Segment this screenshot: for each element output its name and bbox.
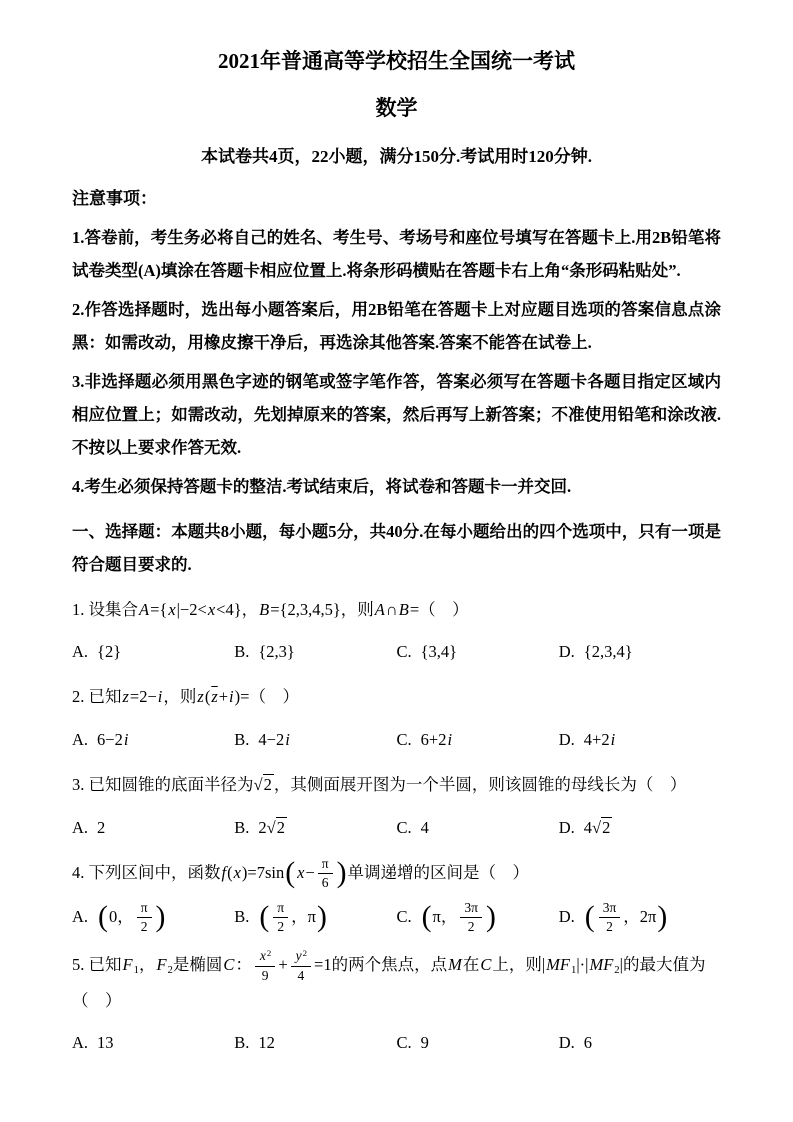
question-4-option-d xyxy=(559,900,721,936)
math-bp: ) xyxy=(155,901,166,934)
math-it: A xyxy=(374,599,385,619)
math-bp: ) xyxy=(316,901,327,934)
math-sqrt: √2 xyxy=(592,817,611,837)
math-sup: 2 xyxy=(302,947,308,958)
math-txt: |−2< xyxy=(176,599,207,619)
option-label: B. xyxy=(234,1033,250,1053)
math-txt: 2. 已知 xyxy=(72,687,122,707)
option-label: A. xyxy=(72,1033,89,1053)
option-label: D. xyxy=(558,642,575,662)
math-it: B xyxy=(398,599,409,619)
math-it: i xyxy=(157,687,163,707)
notice-item-2: 2.作答选择题时，选出每小题答案后，用2B铅笔在答题卡上对应题目选项的答案信息点涂黑：如需改动，用橡皮擦干净后，再选涂其他答案.答案不能答在试卷上. xyxy=(72,299,721,352)
question-2-option-d xyxy=(559,723,721,756)
option-value xyxy=(258,730,290,749)
option-label: B. xyxy=(234,642,250,662)
math-frac: $\frac{3\pi}{2}$ xyxy=(599,900,621,935)
math-it: x xyxy=(168,599,176,619)
option-value xyxy=(584,1033,592,1052)
math-txt: + xyxy=(218,687,229,707)
math-txt: ={ xyxy=(150,599,168,619)
math-it: x xyxy=(233,862,241,882)
question-1-option-d xyxy=(559,635,721,668)
question-1-option-b xyxy=(234,635,396,668)
math-bp: ) xyxy=(657,901,668,934)
question-2-option-b xyxy=(234,723,396,756)
math-bp: ( xyxy=(259,901,270,934)
math-it: i xyxy=(610,730,616,750)
math-frac: $\frac{x^2}{9}$ xyxy=(255,948,275,984)
math-txt: 1. 设集合 xyxy=(72,599,138,619)
option-value xyxy=(97,900,166,935)
option-label: D. xyxy=(558,817,575,837)
math-it: y xyxy=(295,948,302,964)
math-txt: 5. 已知 xyxy=(72,954,122,974)
math-sub: 2 xyxy=(167,963,173,976)
math-txt: 4−2 xyxy=(258,730,285,750)
option-value xyxy=(584,818,613,837)
math-txt: =1的两个焦点，点 xyxy=(314,954,448,974)
question-4-options xyxy=(72,900,721,936)
math-it: M xyxy=(448,954,462,974)
math-txt: ，π xyxy=(291,906,316,926)
option-label: A. xyxy=(72,817,89,837)
option-value xyxy=(258,642,294,661)
math-txt: {2} xyxy=(97,642,122,662)
math-sup: 2 xyxy=(266,947,272,958)
math-txt: ∩ xyxy=(385,599,398,619)
question-2 xyxy=(72,680,721,756)
math-txt: |的最大值为（ ） xyxy=(72,954,706,1010)
exam-title: 2021年普通高等学校招生全国统一考试 xyxy=(218,49,575,73)
math-txt: 单调递增的区间是（ ） xyxy=(347,862,529,882)
math-sub: 2 xyxy=(614,963,620,976)
question-2-stem xyxy=(72,680,721,715)
math-bp: ( xyxy=(584,901,595,934)
option-value xyxy=(421,900,497,935)
question-1-stem xyxy=(72,593,721,628)
section-1-header: 一、选择题：本题共8小题，每小题5分，共40分.在每小题给出的四个选项中，只有一项是符合题目要求的. xyxy=(72,521,721,574)
math-txt: 4 xyxy=(420,817,429,837)
option-label: C. xyxy=(396,906,412,926)
question-4-stem xyxy=(72,856,721,892)
math-txt: =2− xyxy=(129,687,157,707)
math-frac: $\frac{3\pi}{2}$ xyxy=(460,900,482,935)
math-txt: 是椭圆 xyxy=(172,954,223,974)
question-5-option-a xyxy=(72,1026,234,1059)
question-5-option-c xyxy=(397,1026,559,1059)
math-txt: 6 xyxy=(583,1033,593,1053)
math-txt: ，则 xyxy=(163,687,197,707)
math-it: A xyxy=(139,599,150,619)
math-txt: ，2π xyxy=(623,906,657,926)
math-txt: π， xyxy=(432,906,458,926)
math-sub: 1 xyxy=(133,963,139,976)
math-txt: 9 xyxy=(420,1033,429,1053)
option-value xyxy=(421,818,429,837)
math-txt: 3. 已知圆锥的底面半径为 xyxy=(72,775,254,795)
math-it: C xyxy=(223,954,235,974)
math-bp: ) xyxy=(336,857,347,890)
question-3-option-a xyxy=(72,811,234,844)
math-it: i xyxy=(447,730,453,750)
option-label: B. xyxy=(234,906,250,926)
math-txt: 6+2 xyxy=(420,730,447,750)
math-it: i xyxy=(229,687,234,707)
math-txt: {3,4} xyxy=(420,642,458,662)
math-txt: 在 xyxy=(462,954,480,974)
question-2-options xyxy=(72,723,721,756)
option-label: D. xyxy=(558,906,575,926)
math-it: x xyxy=(259,948,266,964)
option-label: C. xyxy=(396,1033,412,1053)
option-label: C. xyxy=(396,642,412,662)
math-txt: ( xyxy=(204,687,211,707)
option-value xyxy=(97,818,105,837)
question-2-option-c xyxy=(397,723,559,756)
option-value xyxy=(421,730,453,749)
math-frac: $\frac{\pi}{6}$ xyxy=(318,856,333,891)
question-3 xyxy=(72,768,721,844)
question-3-stem xyxy=(72,768,721,803)
option-value xyxy=(97,730,129,749)
exam-info: 本试卷共4页，22小题，满分150分.考试用时120分钟. xyxy=(201,146,592,166)
math-txt: 4. 下列区间中，函数 xyxy=(72,862,221,882)
math-it: x xyxy=(297,862,305,882)
math-it: F xyxy=(122,954,133,974)
math-sub: 1 xyxy=(570,963,577,976)
option-value xyxy=(584,900,668,935)
question-5-option-b xyxy=(234,1026,396,1059)
math-it: z xyxy=(197,687,204,707)
option-label: A. xyxy=(72,730,89,750)
math-txt: )=7sin xyxy=(241,862,285,882)
math-it: i xyxy=(285,730,290,750)
math-txt: ( xyxy=(227,862,233,882)
option-label: D. xyxy=(558,1033,575,1053)
option-value xyxy=(258,818,287,837)
option-label: A. xyxy=(72,642,89,662)
question-3-option-c xyxy=(397,811,559,844)
question-1-options xyxy=(72,635,721,668)
math-bp: ( xyxy=(98,901,108,934)
math-txt: | xyxy=(541,954,546,974)
notices-heading: 注意事项： xyxy=(72,188,157,208)
notice-item-1: 1.答卷前，考生务必将自己的姓名、考生号、考场号和座位号填写在答题卡上.用2B铅笔将试卷类型(A)填涂在答题卡相应位置上.将条形码横贴在答题卡右上角“条形码粘贴处”. xyxy=(72,227,721,280)
math-it: MF xyxy=(589,954,614,974)
question-5-options xyxy=(72,1026,721,1059)
option-label: A. xyxy=(72,906,89,926)
math-txt: 2 xyxy=(97,817,106,837)
question-1-option-a xyxy=(72,635,234,668)
math-txt: 0， xyxy=(108,906,134,926)
option-value xyxy=(97,642,121,661)
option-label: B. xyxy=(234,730,250,750)
question-1 xyxy=(72,593,721,669)
math-it: MF xyxy=(546,954,570,974)
math-txt: − xyxy=(305,862,315,882)
math-txt: <4}， xyxy=(216,599,259,619)
math-it: f xyxy=(221,862,227,882)
math-txt: )=（ ） xyxy=(234,687,299,707)
math-txt: {2,3} xyxy=(258,642,295,662)
question-3-option-d xyxy=(559,811,721,844)
math-bp: ( xyxy=(421,901,432,934)
option-value xyxy=(258,1033,275,1052)
option-value xyxy=(584,730,616,749)
option-label: C. xyxy=(396,730,412,750)
question-4-option-b xyxy=(234,900,396,936)
math-txt: ， xyxy=(138,954,156,974)
notice-item-4: 4.考生必须保持答题卡的整洁.考试结束后，将试卷和答题卡一并交回. xyxy=(72,476,572,496)
exam-subject: 数学 xyxy=(375,95,418,120)
math-txt: 13 xyxy=(97,1033,114,1053)
math-sqrt: √2 xyxy=(266,817,285,837)
question-1-option-c xyxy=(397,635,559,668)
question-5-option-d xyxy=(559,1026,721,1059)
math-txt: {2,3,4} xyxy=(583,642,633,662)
math-it: z xyxy=(122,687,129,707)
option-label: D. xyxy=(558,730,575,750)
question-5-stem xyxy=(72,948,721,1019)
option-value xyxy=(584,642,633,661)
math-bp: ) xyxy=(485,901,496,934)
question-5 xyxy=(72,948,721,1060)
math-txt: 6−2 xyxy=(97,730,123,750)
math-frac: $\frac{y^2}{4}$ xyxy=(291,948,311,984)
math-bp: ( xyxy=(285,857,296,890)
math-txt: ： xyxy=(235,954,252,974)
option-value xyxy=(258,900,327,935)
question-3-option-b xyxy=(234,811,396,844)
option-value xyxy=(421,1033,429,1052)
math-txt: 4 xyxy=(583,817,593,837)
option-label: B. xyxy=(234,817,250,837)
math-txt: 12 xyxy=(258,1033,275,1053)
option-value xyxy=(97,1033,114,1052)
math-frac: $\frac{\pi}{2}$ xyxy=(273,900,288,935)
math-txt: + xyxy=(278,954,288,974)
option-label: C. xyxy=(396,817,412,837)
math-sqrt: √2 xyxy=(253,775,272,795)
math-it: F xyxy=(156,954,167,974)
question-4-option-a xyxy=(72,900,234,936)
math-bar: $\overline{z}$ xyxy=(211,687,218,707)
math-txt: ，其侧面展开图为一个半圆，则该圆锥的母线长为（ ） xyxy=(273,775,687,795)
math-txt: |·| xyxy=(576,954,589,974)
question-4-option-c xyxy=(397,900,559,936)
math-txt: =（ ） xyxy=(409,599,469,619)
math-txt: ={2,3,4,5}，则 xyxy=(270,599,374,619)
notice-item-3: 3.非选择题必须用黑色字迹的钢笔或签字笔作答，答案必须写在答题卡各题目指定区域内相应位置上；如需改动，先划掉原来的答案，然后再写上新答案；不准使用铅笔和涂改液.不按以上要求作答无效. xyxy=(72,371,721,457)
option-value xyxy=(421,642,457,661)
math-it: C xyxy=(480,954,492,974)
math-txt: 2 xyxy=(258,817,267,837)
math-txt: 上，则 xyxy=(492,954,542,974)
question-4 xyxy=(72,856,721,936)
math-txt: 4+2 xyxy=(583,730,610,750)
math-frac: $\frac{\pi}{2}$ xyxy=(137,900,152,935)
math-it: B xyxy=(259,599,270,619)
math-it: i xyxy=(123,730,129,750)
question-2-option-a xyxy=(72,723,234,756)
question-3-options xyxy=(72,811,721,844)
math-it: x xyxy=(207,599,216,619)
